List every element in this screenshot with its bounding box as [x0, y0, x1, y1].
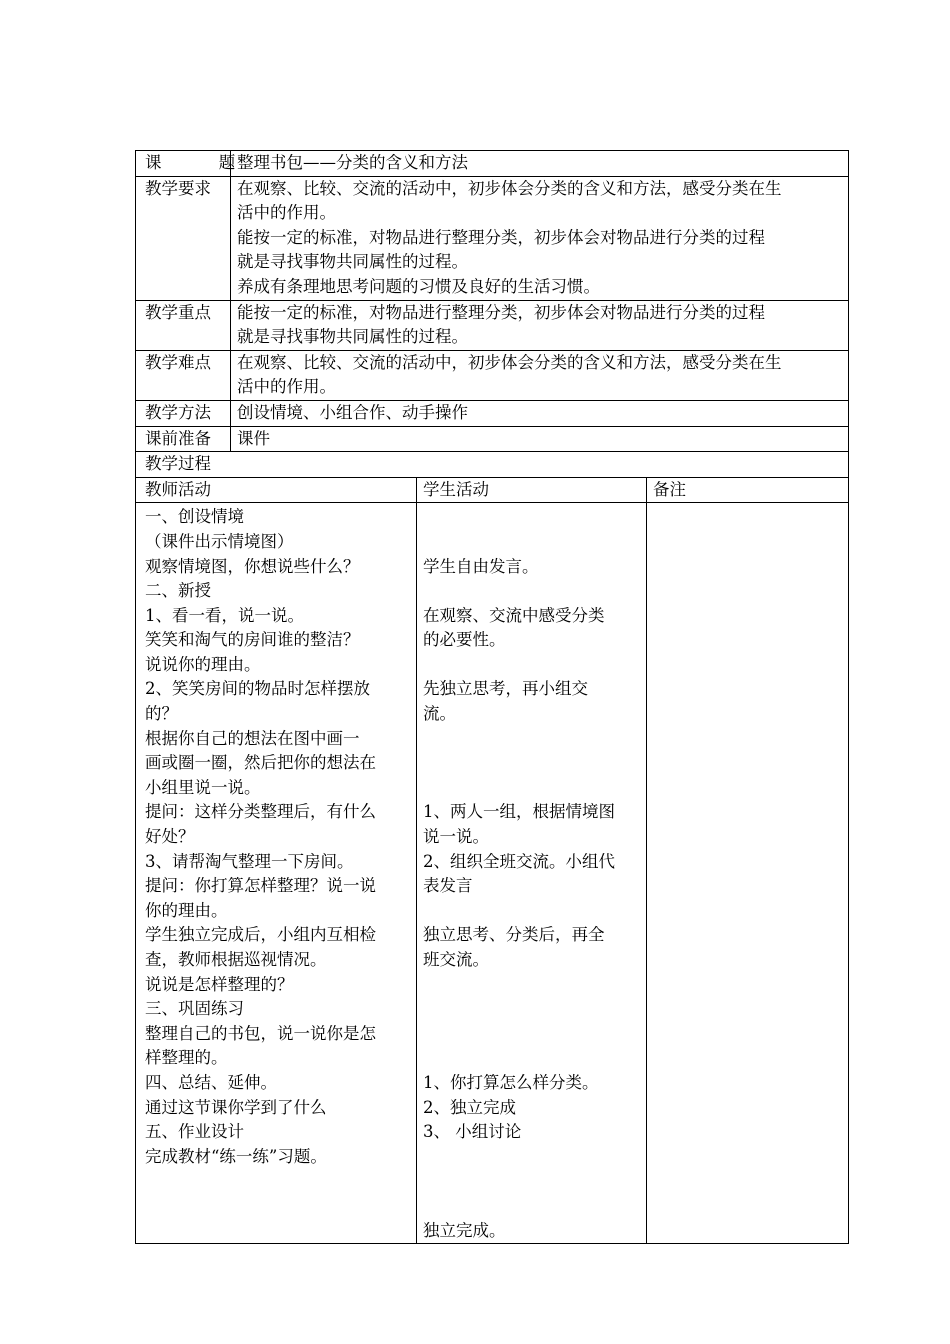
teacher-activity-line: 学生独立完成后，小组内互相检: [145, 925, 376, 945]
key-points-content: 能按一定的标准，对物品进行整理分类，初步体会对物品进行分类的过程 就是寻找事物共同属性的过程。: [231, 300, 849, 350]
student-activity-line: 学生自由发言。: [423, 556, 539, 576]
difficulties-content: 在观察、比较、交流的活动中，初步体会分类的含义和方法，感受分类在生 活中的作用。: [231, 350, 849, 400]
student-activity-line: [423, 727, 640, 752]
student-activity-line: [423, 776, 640, 801]
teacher-activity-line: 观察情境图，你想说些什么？: [145, 556, 360, 576]
student-activity-line: [423, 973, 640, 998]
student-activity-line: 的必要性。: [423, 630, 506, 650]
requirements-row: [136, 176, 849, 300]
student-activity-line: 表发言: [423, 876, 473, 896]
teacher-activity-line: 提问：你打算怎样整理？说一说: [145, 876, 376, 896]
student-activity-cell: [417, 503, 647, 1244]
methods-row: [136, 400, 849, 426]
teacher-activity-line: 1、看一看，说一说。: [145, 605, 304, 625]
teacher-activity-line: 你的理由。: [145, 900, 228, 920]
teacher-activity-line: 提问：这样分类整理后，有什么: [145, 802, 376, 822]
requirements-content: 在观察、比较、交流的活动中，初步体会分类的含义和方法，感受分类在生 活中的作用。 能按一定的标准，对物品进行整理分类，初步体会对物品进行分类的过程 就是寻找事物共同属性的过程。 养成有条理地思考问题的习惯及良好的生活习惯。: [231, 176, 849, 300]
teacher-activity-line: 小组里说一说。: [145, 777, 261, 797]
key-points-row: [136, 300, 849, 350]
student-activity-line: 独立完成。: [423, 1220, 506, 1240]
student-activity-line: 1、你打算怎么样分类。: [423, 1072, 599, 1092]
teacher-activity-line: 2、笑笑房间的物品时怎样摆放: [145, 679, 370, 699]
student-activity-line: 2、组织全班交流。小组代: [423, 851, 615, 871]
student-activity-line: [423, 1022, 640, 1047]
student-activity-line: 2、独立完成: [423, 1097, 516, 1117]
methods-content: 创设情境、小组合作、动手操作: [231, 400, 849, 426]
teacher-activity-line: 根据你自己的想法在图中画一: [145, 728, 360, 748]
preparation-row: [136, 426, 849, 452]
difficulties-label: 教学难点: [136, 350, 231, 400]
teacher-activity-line: 通过这节课你学到了什么: [145, 1097, 327, 1117]
key-points-label: 教学重点: [136, 300, 231, 350]
process-content-row: [136, 503, 849, 1244]
student-activity-line: [423, 530, 640, 555]
preparation-content: 课件: [231, 426, 849, 452]
lesson-plan: [135, 150, 848, 1244]
student-activity-line: 3、 小组讨论: [423, 1122, 522, 1142]
teacher-activity-line: 3、请帮淘气整理一下房间。: [145, 851, 354, 871]
notes-header: 备注: [647, 477, 849, 503]
methods-label: 教学方法: [136, 400, 231, 426]
student-activity-line: [423, 997, 640, 1022]
student-activity-line: [423, 1046, 640, 1071]
teacher-activity-line: 画或圈一圈，然后把你的想法在: [145, 753, 376, 773]
teacher-activity-line: 查，教师根据巡视情况。: [145, 950, 327, 969]
student-activity-header: 学生活动: [417, 477, 647, 503]
teacher-activity-cell: [136, 503, 417, 1244]
lesson-plan-table: [135, 150, 849, 1244]
teacher-activity-line: 样整理的。: [145, 1048, 228, 1068]
teacher-activity-header: 教师活动: [136, 477, 417, 503]
teacher-activity-line: 五、作业设计: [145, 1122, 244, 1142]
student-activity-line: [423, 579, 640, 604]
teacher-activity-list: [145, 505, 410, 1169]
student-activity-line: 先独立思考，再小组交: [423, 679, 588, 699]
student-activity-line: 说一说。: [423, 827, 489, 847]
teacher-activity-line: （课件出示情境图）: [145, 531, 294, 551]
student-activity-line: 在观察、交流中感受分类: [423, 605, 605, 625]
process-header-row: [136, 477, 849, 503]
student-activity-line: [423, 505, 640, 530]
teacher-activity-line: 的？: [145, 704, 178, 724]
topic-row: [136, 151, 849, 177]
student-activity-list: [423, 505, 640, 1243]
difficulties-row: [136, 350, 849, 400]
topic-content: 整理书包——分类的含义和方法: [231, 151, 849, 177]
process-title-row: [136, 452, 849, 478]
teacher-activity-line: 三、巩固练习: [145, 999, 244, 1019]
student-activity-line: [423, 1145, 640, 1170]
teacher-activity-line: 整理自己的书包，说一说你是怎: [145, 1023, 376, 1043]
notes-cell: [647, 503, 849, 1244]
student-activity-line: [423, 1194, 640, 1219]
teacher-activity-line: 一、创设情境: [145, 507, 244, 527]
teacher-activity-line: 好处？: [145, 827, 195, 847]
process-title: 教学过程: [136, 452, 849, 478]
teacher-activity-line: 完成教材“练一练”习题。: [145, 1146, 327, 1166]
student-activity-line: [423, 1169, 640, 1194]
student-activity-line: [423, 653, 640, 678]
topic-label: 课 题: [136, 151, 231, 177]
student-activity-line: [423, 751, 640, 776]
student-activity-line: 1、两人一组，根据情境图: [423, 802, 615, 822]
teacher-activity-line: 二、新授: [145, 581, 211, 601]
preparation-label: 课前准备: [136, 426, 231, 452]
requirements-label: 教学要求: [136, 176, 231, 300]
teacher-activity-line: 笑笑和淘气的房间谁的整洁？: [145, 630, 360, 650]
student-activity-line: 流。: [423, 704, 456, 724]
student-activity-line: [423, 899, 640, 924]
teacher-activity-line: 说说你的理由。: [145, 654, 261, 674]
student-activity-line: 独立思考、分类后，再全: [423, 925, 605, 945]
student-activity-line: 班交流。: [423, 950, 489, 969]
teacher-activity-line: 四、总结、延伸。: [145, 1072, 277, 1092]
teacher-activity-line: 说说是怎样整理的？: [145, 974, 294, 994]
